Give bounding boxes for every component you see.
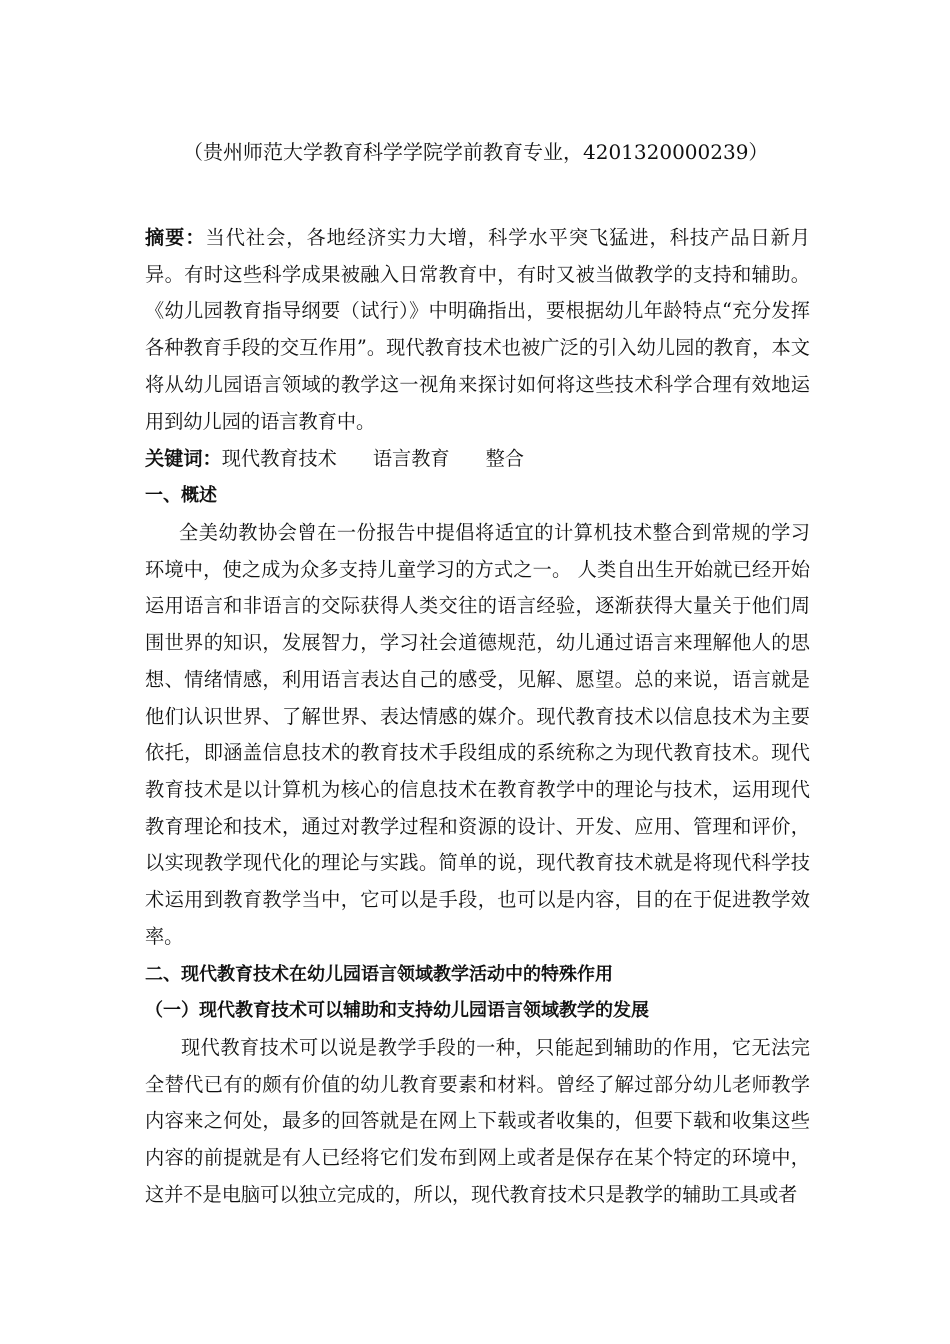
keywords-label: 关键词： xyxy=(145,447,222,470)
abstract-text: 当代社会，各地经济实力大增，科学水平突飞猛进，科技产品日新月异。有时这些科学成果被融入日常教育中，有时又被当做教学的支持和辅助。《幼儿园教育指导纲要（试行）》中明确指出，要根据幼儿年龄特点“充分发挥各种教育手段的交互作用”。现代教育技术也被广泛的引入幼儿园的教育，本文将从幼儿园语言领域的教学这一视角来探讨如何将这些技术科学合理有效地运用到幼儿园的语言教育中。 xyxy=(145,226,811,433)
keyword-item: 现代教育技术 xyxy=(221,447,337,470)
section-heading: 二、现代教育技术在幼儿园语言领域教学活动中的特殊作用 xyxy=(145,964,613,985)
keyword-item: 整合 xyxy=(485,447,524,470)
abstract-label: 摘要： xyxy=(145,226,206,249)
keywords xyxy=(145,441,810,478)
author-affiliation: （贵州师范大学教育科学学院学前教育专业，4201320000239） xyxy=(183,140,769,164)
body-paragraph: 现代教育技术可以说是教学手段的一种，只能起到辅助的作用，它无法完全替代已有的颇有价值的幼儿教育要素和材料。曾经了解过部分幼儿老师教学内容来之何处，最多的回答就是在网上下载或者收集的，但要下载和收集这些内容的前提就是有人已经将它们发布到网上或者是保存在某个特定的环境中，这并不是电脑可以独立完成的，所以，现代教育技术只是教学的辅助工具或者 xyxy=(145,1036,810,1206)
subsection-heading: （一）现代教育技术可以辅助和支持幼儿园语言领域教学的发展 xyxy=(145,1000,649,1021)
body-paragraph: 全美幼教协会曾在一份报告中提倡将适宜的计算机技术整合到常规的学习环境中，使之成为众多支持儿童学习的方式之一。 人类自出生开始就已经开始运用语言和非语言的交际获得人类交往的语言经验，逐渐获得大量关于他们周围世界的知识，发展智力，学习社会道德规范，幼儿通过语言来理解他人的思想、情绪情感，利用语言表达自己的感受，见解、愿望。总的来说，语言就是他们认识世界、了解世界、表达情感的媒介。现代教育技术以信息技术为主要依托，即涵盖信息技术的教育技术手段组成的系统称之为现代教育技术。现代教育技术是以计算机为核心的信息技术在教育教学中的理论与技术，运用现代教育理论和技术，通过对教学过程和资源的设计、开发、应用、管理和评价，以实现教学现代化的理论与实践。简单的说，现代教育技术就是将现代科学技术运用到教育教学当中，它可以是手段，也可以是内容，目的在于促进教学效率。 xyxy=(145,521,810,948)
abstract xyxy=(145,220,810,440)
section-heading: 一、概述 xyxy=(145,485,217,506)
keyword-item: 语言教育 xyxy=(372,447,450,470)
